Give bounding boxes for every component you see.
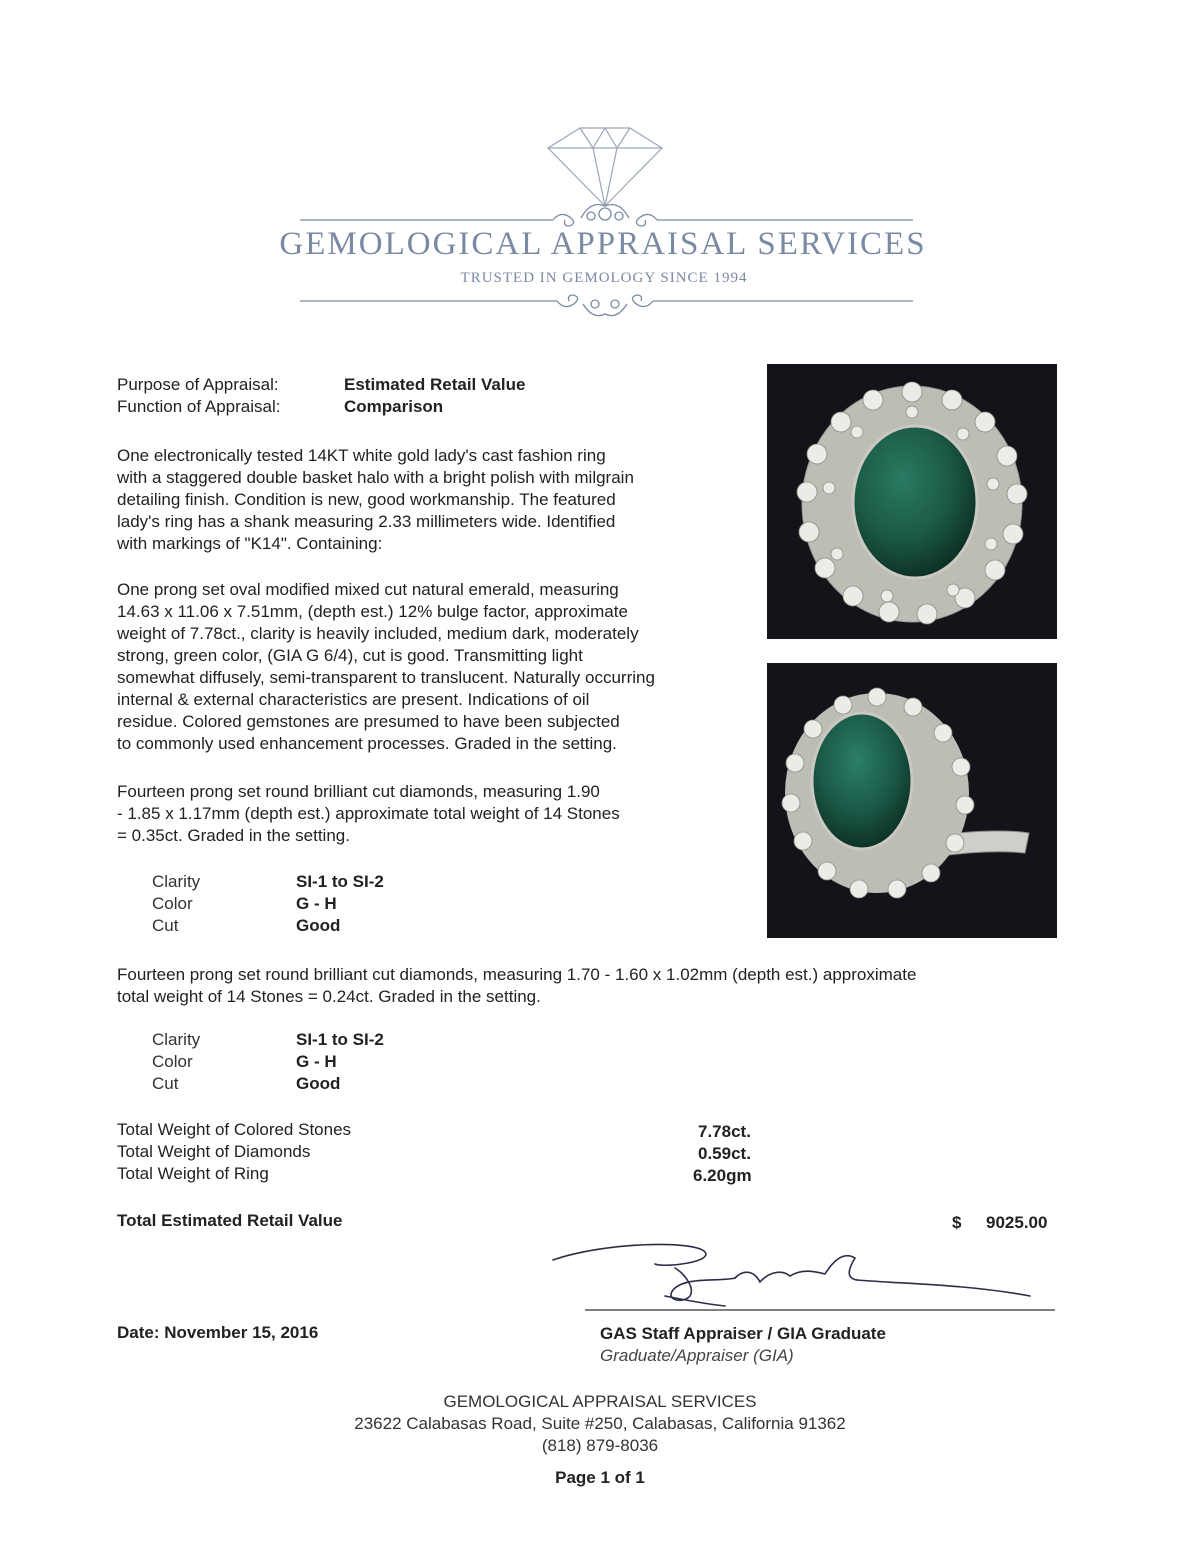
clarity-value: SI-1 to SI-2 (296, 1030, 384, 1049)
total-ring-label: Total Weight of Ring (117, 1164, 269, 1183)
ring-photo-side (767, 663, 1057, 938)
text-line: detailing finish. Condition is new, good workmanship. The featured (117, 490, 616, 509)
color-label: Color (152, 1052, 193, 1071)
ring-photo-top (767, 364, 1057, 639)
text-line: strong, green color, (GIA G 6/4), cut is good. Transmitting light (117, 646, 583, 665)
color-value: G - H (296, 1052, 337, 1071)
total-ring-value: 6.20gm (693, 1166, 752, 1185)
diamond-outline-icon (548, 128, 662, 206)
appraiser-title: GAS Staff Appraiser / GIA Graduate (600, 1324, 886, 1343)
text-line: internal & external characteristics are present. Indications of oil (117, 690, 590, 709)
page-number: Page 1 of 1 (555, 1468, 645, 1487)
text-line: residue. Colored gemstones are presumed to have been subjected (117, 712, 620, 731)
appraiser-signature (545, 1238, 1065, 1318)
text-line: total weight of 14 Stones = 0.24ct. Graded in the setting. (117, 987, 541, 1006)
color-label: Color (152, 894, 193, 913)
cut-label: Cut (152, 1074, 179, 1093)
text-line: somewhat diffusely, semi-transparent to translucent. Naturally occurring (117, 668, 655, 687)
cut-value: Good (296, 1074, 341, 1093)
clarity-value: SI-1 to SI-2 (296, 872, 384, 891)
text-line: One prong set oval modified mixed cut natural emerald, measuring (117, 580, 619, 599)
total-retail-value: 9025.00 (986, 1213, 1048, 1232)
currency-symbol: $ (952, 1213, 962, 1232)
diamonds2-description (117, 964, 916, 1008)
function-value: Comparison (344, 397, 444, 416)
purpose-label: Purpose of Appraisal: (117, 375, 279, 394)
cut-label: Cut (152, 916, 179, 935)
ring-description (117, 445, 634, 555)
text-line: One electronically tested 14KT white gold lady's cast fashion ring (117, 446, 606, 465)
color-value: G - H (296, 894, 337, 913)
clarity-label: Clarity (152, 872, 201, 891)
appraiser-subtitle: Graduate/Appraiser (GIA) (600, 1346, 794, 1365)
footer-address: 23622 Calabasas Road, Suite #250, Calabasas, California 91362 (354, 1414, 846, 1433)
text-line: with a staggered double basket halo with a bright polish with milgrain (117, 468, 634, 487)
total-diamonds-value: 0.59ct. (698, 1144, 751, 1163)
purpose-value: Estimated Retail Value (344, 375, 526, 394)
clarity-label: Clarity (152, 1030, 201, 1049)
footer-phone: (818) 879-8036 (541, 1436, 659, 1455)
text-line: lady's ring has a shank measuring 2.33 millimeters wide. Identified (117, 512, 616, 531)
diamonds1-description (117, 781, 620, 847)
text-line: to commonly used enhancement processes. Graded in the setting. (117, 734, 617, 753)
appraisal-date: Date: November 15, 2016 (117, 1323, 319, 1342)
total-colored-value: 7.78ct. (698, 1122, 751, 1141)
emerald-description (117, 579, 655, 755)
text-line: with markings of "K14". Containing: (117, 534, 383, 553)
brand-name: GEMOLOGICAL APPRAISAL SERVICES (279, 226, 927, 262)
function-label: Function of Appraisal: (117, 397, 281, 416)
text-line: 14.63 x 11.06 x 7.51mm, (depth est.) 12% bulge factor, approximate (117, 602, 628, 621)
text-line: - 1.85 x 1.17mm (depth est.) approximate total weight of 14 Stones (117, 804, 620, 823)
text-line: weight of 7.78ct., clarity is heavily included, medium dark, moderately (117, 624, 639, 643)
total-retail-label: Total Estimated Retail Value (117, 1211, 343, 1230)
total-colored-label: Total Weight of Colored Stones (117, 1120, 352, 1139)
text-line: = 0.35ct. Graded in the setting. (117, 826, 350, 845)
total-diamonds-label: Total Weight of Diamonds (117, 1142, 311, 1161)
brand-tagline: TRUSTED IN GEMOLOGY SINCE 1994 (460, 270, 748, 286)
text-line: Fourteen prong set round brilliant cut diamonds, measuring 1.90 (117, 782, 600, 801)
cut-value: Good (296, 916, 341, 935)
footer-company: GEMOLOGICAL APPRAISAL SERVICES (443, 1392, 757, 1411)
text-line: Fourteen prong set round brilliant cut diamonds, measuring 1.70 - 1.60 x 1.02mm (depth est.) approximate (117, 965, 917, 984)
